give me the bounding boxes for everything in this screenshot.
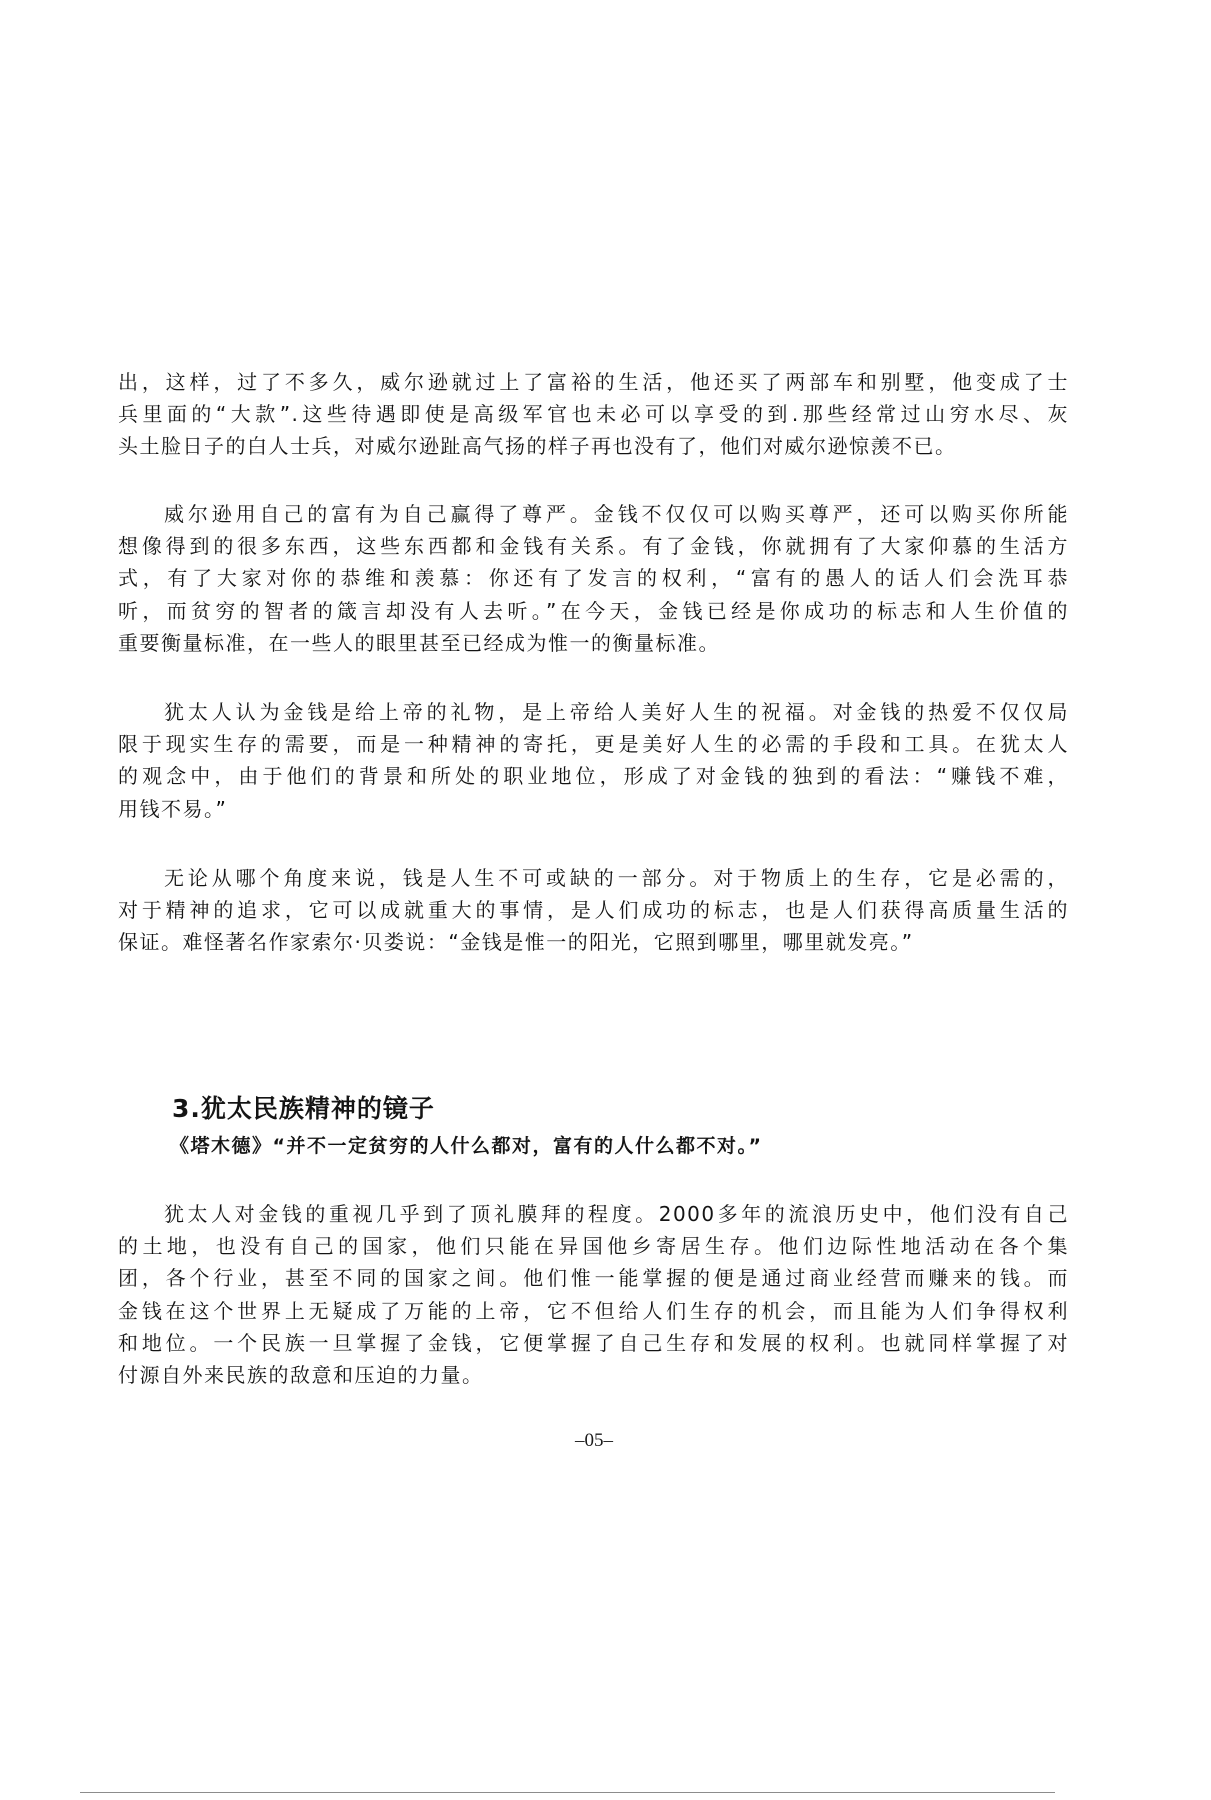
- paragraph-line: 无论从哪个角度来说，钱是人生不可或缺的一部分。对于物质上的生存，它是必需的，: [164, 866, 1069, 890]
- section-heading: 3.犹太民族精神的镜子: [172, 1094, 435, 1123]
- body-paragraph: [118, 366, 1069, 463]
- page-number: –05–: [575, 1430, 613, 1451]
- paragraph-line: 想像得到的很多东西，这些东西都和金钱有关系。有了金钱，你就拥有了大家仰慕的生活方: [118, 534, 1069, 559]
- paragraph-line: 用钱不易。”: [118, 796, 228, 821]
- scan-edge-line: [80, 1792, 1055, 1793]
- paragraph-line: 犹太人对金钱的重视几乎到了顶礼膜拜的程度。2000多年的流浪历史中，他们没有自己: [164, 1202, 1069, 1226]
- body-paragraph: [118, 696, 1069, 825]
- paragraph-line: 团，各个行业，甚至不同的国家之间。他们惟一能掌握的便是通过商业经营而赚来的钱。而: [118, 1266, 1069, 1291]
- paragraph-line: 兵里面的“大款”.这些待遇即使是高级军官也未必可以享受的到.那些经常过山穷水尽、灰: [118, 402, 1069, 427]
- paragraph-line: 重要衡量标准，在一些人的眼里甚至已经成为惟一的衡量标准。: [118, 630, 720, 655]
- paragraph-line: 付源自外来民族的敌意和压迫的力量。: [118, 1362, 484, 1387]
- paragraph-line: 式，有了大家对你的恭维和羡慕：你还有了发言的权利，“富有的愚人的话人们会洗耳恭: [118, 566, 1069, 591]
- body-paragraph: [118, 862, 1069, 959]
- paragraph-line: 金钱在这个世界上无疑成了万能的上帝，它不但给人们生存的机会，而且能为人们争得权利: [118, 1298, 1069, 1323]
- paragraph-line: 犹太人认为金钱是给上帝的礼物，是上帝给人美好人生的祝福。对金钱的热爱不仅仅局: [164, 700, 1069, 724]
- paragraph-line: 头土脸日子的白人士兵，对威尔逊趾高气扬的样子再也没有了，他们对威尔逊惊羡不已。: [118, 434, 957, 459]
- paragraph-line: 的土地，也没有自己的国家，他们只能在异国他乡寄居生存。他们边际性地活动在各个集: [118, 1234, 1069, 1259]
- paragraph-line: 的观念中，由于他们的背景和所处的职业地位，形成了对金钱的独到的看法：“赚钱不难，: [118, 764, 1069, 789]
- paragraph-line: 威尔逊用自己的富有为自己赢得了尊严。金钱不仅仅可以购买尊严，还可以购买你所能: [164, 502, 1069, 526]
- body-paragraph: [118, 498, 1069, 659]
- body-paragraph: [118, 1198, 1069, 1391]
- paragraph-line: 听，而贫穷的智者的箴言却没有人去听。”在今天，金钱已经是你成功的标志和人生价值的: [118, 598, 1069, 623]
- section-epigraph: 《塔木德》“并不一定贫穷的人什么都对，富有的人什么都不对。”: [170, 1135, 763, 1157]
- paragraph-line: 出，这样，过了不多久，威尔逊就过上了富裕的生活，他还买了两部车和别墅，他变成了士: [118, 370, 1069, 394]
- paragraph-line: 限于现实生存的需要，而是一种精神的寄托，更是美好人生的必需的手段和工具。在犹太人: [118, 732, 1069, 757]
- paragraph-line: 和地位。一个民族一旦掌握了金钱，它便掌握了自己生存和发展的权利。也就同样掌握了对: [118, 1330, 1069, 1355]
- paragraph-line: 保证。难怪著名作家索尔·贝娄说：“金钱是惟一的阳光，它照到哪里，哪里就发亮。”: [118, 930, 914, 955]
- paragraph-line: 对于精神的追求，它可以成就重大的事情，是人们成功的标志，也是人们获得高质量生活的: [118, 898, 1069, 923]
